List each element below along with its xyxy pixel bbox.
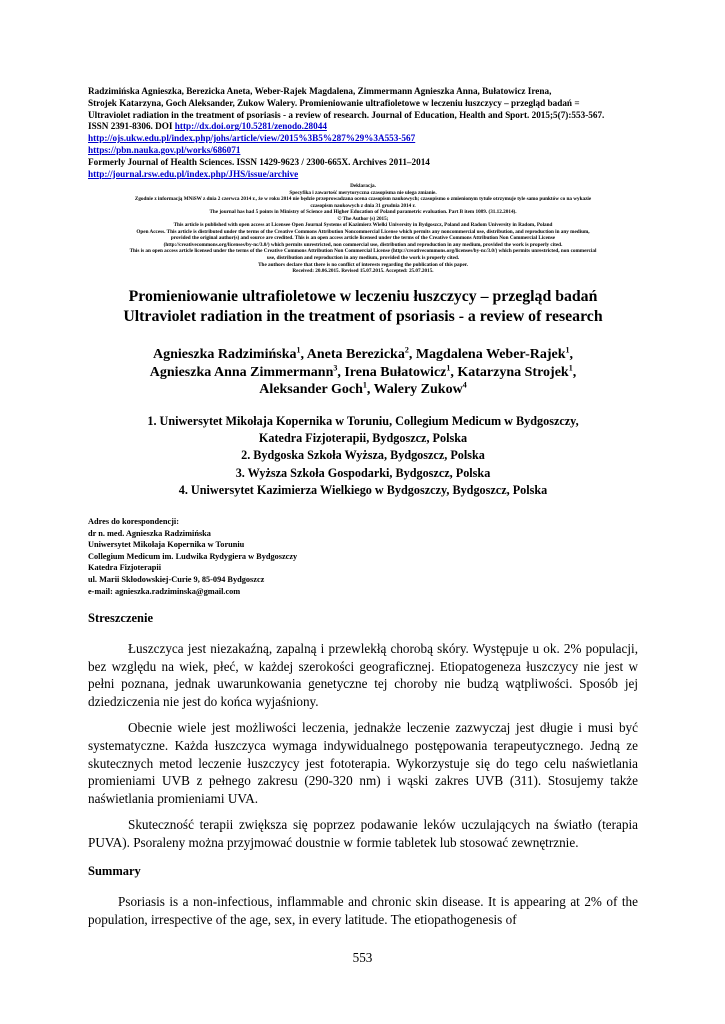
formerly-word: 2300-665X. <box>306 156 351 167</box>
formerly-word: 1429-9623 <box>259 156 300 167</box>
correspondence-email: e-mail: agnieszka.radziminska@gmail.com <box>88 586 241 596</box>
citation-line: Ultraviolet radiation in the treatment of psoriasis - a review of research. Journal of Education, Health and Sport. 2015;5(7):553-567. <box>88 109 605 120</box>
affiliation-marker: 1 <box>446 362 451 372</box>
abstract-paragraph: Łuszczyca jest niezakaźną, zapalną i przewlekłą chorobą skóry. Występuje u ok. 2% populacji, bez względu na wiek, płeć, w każdej szerokości geograficznej. Etiopatogeneza łuszczycy nie jest w pełni poznana, jednak uwarunkowania genetyczne tej choroby nie budzą wątpliwości. Sposób jej dziedziczenia nie jest do końca wyjaśniony. <box>88 641 638 709</box>
affiliation-marker: 4 <box>462 380 467 390</box>
declaration-line: (http://creativecommons.org/licenses/by-nc/3.0/) which permits unrestricted, non commercial use, distribution and reproduction in any medium, provided the work is properly cited. <box>163 241 563 248</box>
correspondence-line: Katedra Fizjoterapii <box>88 563 162 573</box>
declaration-line: Deklaracja. <box>350 183 376 189</box>
affiliation-marker: 3 <box>333 362 338 372</box>
summary-body <box>88 893 638 928</box>
declaration-line: provided the original author(s) and source are credited. This is an open access article licensed under the terms of the Creative Commons Attribution Non Commercial License <box>170 235 556 242</box>
doi-line <box>88 121 638 133</box>
abstract-paragraph: Obecnie wiele jest możliwości leczenia, jednakże leczenie zazwyczaj jest długie i musi być systematyczne. Każda łuszczyca wymaga indywidualnego postępowania terapeutycznego. Jedną ze skutecznych metod leczenie łuszczycy jest fototerapia. Wykorzystuje się do tego celu naświetlania promieniami UVB z pełnego zakresu (290-320 nm) i wąski zakres UVB (311). Stosujemy także naświetlania promieniami UVA. <box>88 720 638 806</box>
article-title <box>60 287 666 327</box>
affiliation-marker: 1 <box>296 345 301 355</box>
declaration-line: Specyfika i zawartość merytoryczna czasopisma nie ulega zmianie. <box>289 189 437 196</box>
affiliation-marker: 1 <box>565 345 570 355</box>
author-name: , Katarzyna Strojek <box>450 364 569 380</box>
declaration-line: The authors declare that there is no conflict of interests regarding the publication of this paper. <box>258 261 468 268</box>
affiliation-item: 4. Uniwersytet Kazimierza Wielkiego w Bydgoszczy, Bydgoszcz, Polska <box>178 482 548 497</box>
citation-line: Strojek Katarzyna, Goch Aleksander, Zukow Walery. Promieniowanie ultrafioletowe w leczeniu łuszczycy – przegląd badań = <box>88 97 580 108</box>
summary-paragraph: Psoriasis is a non-infectious, inflammable and chronic skin disease. It is appearing at 2% of the population, irrespective of the age, sex, in every latitude. The etiopathogenesis of <box>88 894 638 927</box>
formerly-line <box>88 157 638 169</box>
declaration-line: © The Author (s) 2015; <box>337 215 389 222</box>
title-english: Ultraviolet radiation in the treatment of psoriasis - a review of research <box>123 308 603 325</box>
correspondence-line: Uniwersytet Mikołaja Kopernika w Toruniu <box>88 540 245 550</box>
correspondence-line: Collegium Medicum im. Ludwika Rydygiera w Bydgoszczy <box>88 551 298 561</box>
author-name: , <box>569 347 574 362</box>
correspondence-address <box>88 516 488 597</box>
ojs-article-link[interactable]: http://ojs.ukw.edu.pl/index.php/johs/article/view/2015%3B5%287%29%3A553-567 <box>88 133 416 144</box>
declaration-line: Received: 20.06.2015. Revised 15.07.2015. Accepted: 25.07.2015. <box>292 268 434 275</box>
formerly-word: Journal <box>127 156 159 167</box>
author-name: , Aneta Berezicka <box>300 347 405 362</box>
affiliation-list <box>60 413 666 499</box>
affiliation-marker: 1 <box>362 380 367 390</box>
correspondence-line: ul. Marii Skłodowskiej-Curie 9, 85-094 Bydgoszcz <box>88 574 265 584</box>
declaration-line: Open Access. This article is distributed under the terms of the Creative Commons Attribution Noncommercial License which permits any noncommercial use, distribution, and reproduction in any medium, <box>136 228 590 235</box>
citation-block <box>88 86 638 180</box>
affiliation-item: 2. Bydgoska Szkoła Wyższa, Bydgoszcz, Polska <box>241 448 485 463</box>
citation-line: Radzimińska Agnieszka, Berezicka Aneta, Weber-Rajek Magdalena, Zimmermann Agnieszka Anna, Bułatowicz Irena, <box>88 86 552 96</box>
author-name: Agnieszka Radzimińska <box>152 347 297 362</box>
formerly-word: / <box>301 156 304 167</box>
affiliation-marker: 2 <box>404 345 409 355</box>
affiliation-item: 3. Wyższa Szkoła Gospodarki, Bydgoszcz, Polska <box>235 465 491 480</box>
pbn-works-link[interactable]: https://pbn.nauka.gov.pl/works/686071 <box>88 144 241 155</box>
title-polish: Promieniowanie ultrafioletowe w leczeniu łuszczycy – przegląd badań <box>128 288 598 305</box>
author-line <box>60 381 666 399</box>
affiliation-marker: 1 <box>568 362 573 372</box>
formerly-word: Formerly <box>88 156 126 167</box>
formerly-word: 2011–2014 <box>389 156 430 167</box>
formerly-word: Sciences. <box>199 156 235 167</box>
page-number: 553 <box>352 950 373 965</box>
declaration-block <box>80 183 646 275</box>
affiliation-item: Katedra Fizjoterapii, Bydgoszcz, Polska <box>258 431 468 446</box>
declaration-line: czasopism naukowych z dnia 31 grudnia 2014 r. <box>310 202 416 209</box>
formerly-word: ISSN <box>236 156 257 167</box>
declaration-line: This is an open access article licensed under the terms of the Creative Commons Attribution Non Commercial License (http://creativecommons.org/licenses/by-nc/3.0/) which permits unrestricted, non commercial <box>129 248 597 255</box>
declaration-line: Zgodnie z informacją MNiSW z dnia 2 czerwca 2014 r., że w roku 2014 nie będzie przeprowadzana ocena czasopism naukowych; czasopismo o zmienionym tytule otrzymuje tyle samo punktów co na wykazie <box>134 196 592 203</box>
declaration-line: The journal has had 5 points in Ministry of Science and Higher Education of Poland parametric evaluation. Part B item 1089. (31.12.2014). <box>209 209 517 216</box>
formerly-word: Archives <box>352 156 387 167</box>
author-list <box>60 346 666 399</box>
author-name: , Walery Zukow <box>366 382 463 397</box>
archive-link[interactable]: http://journal.rsw.edu.pl/index.php/JHS/issue/archive <box>88 168 299 179</box>
abstract-paragraph: Skuteczność terapii zwiększa się poprzez podawanie leków uczulających na światło (terapia PUVA). Psoraleny można przyjmować doustnie w formie tabletek lub stosować zewnętrznie. <box>88 817 638 850</box>
doi-prefix: ISSN 2391-8306. DOI <box>88 121 173 132</box>
affiliation-item: 1. Uniwersytet Mikołaja Kopernika w Toruniu, Collegium Medicum w Bydgoszczy, <box>147 414 579 428</box>
streszczenie-body <box>88 640 638 852</box>
author-name: Agnieszka Anna Zimmermann <box>149 364 334 380</box>
declaration-line: This article is published with open access at Licensee Open Journal Systems of Kazimierz Wielki University in Bydgoszcz, Poland and Radom University in Radom, Poland <box>173 222 553 229</box>
correspondence-line: dr n. med. Agnieszka Radzimińska <box>88 528 211 538</box>
author-name: Aleksander Goch <box>259 382 363 397</box>
formerly-word: of <box>160 156 169 167</box>
section-heading-summary: Summary <box>88 864 141 878</box>
formerly-word: Health <box>170 156 197 167</box>
doi-link[interactable]: http://dx.doi.org/10.5281/zenodo.28044 <box>174 121 327 132</box>
author-line <box>60 346 666 364</box>
author-name: , Magdalena Weber-Rajek <box>408 347 566 362</box>
correspondence-line: Adres do korespondencji: <box>88 517 179 526</box>
author-name: , Irena Bułatowicz <box>337 364 447 380</box>
section-heading-streszczenie: Streszczenie <box>88 611 154 625</box>
author-name: , <box>572 364 577 380</box>
author-line <box>60 364 666 382</box>
declaration-line: use, distribution and reproduction in any medium, provided the work is properly cited. <box>266 255 460 262</box>
